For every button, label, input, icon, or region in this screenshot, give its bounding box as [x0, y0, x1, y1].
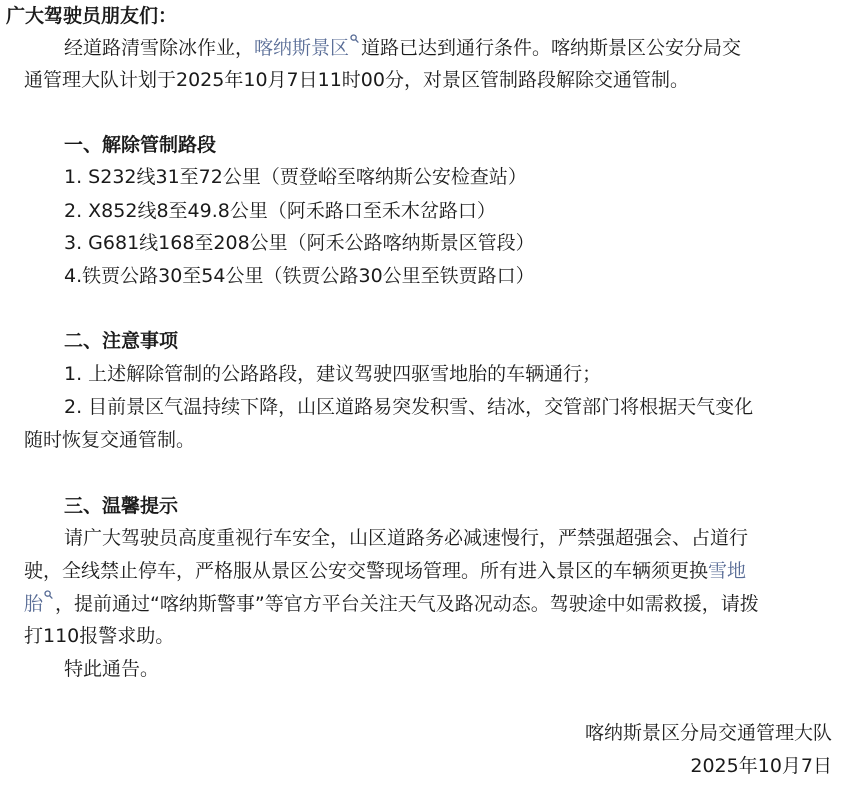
search-icon[interactable]	[44, 590, 53, 602]
intro-text-after-link: 道路已达到通行条件。喀纳斯景区公安分局交	[361, 37, 742, 59]
snow-tire-link-part-1[interactable]: 雪地	[708, 560, 747, 582]
tips-line-2	[24, 555, 746, 587]
intro-line-1	[64, 32, 741, 64]
section-1-title: 一、解除管制路段	[64, 134, 217, 156]
road-item-4: 4.铁贾公路30至54公里（铁贾公路30公里至铁贾路口）	[64, 265, 535, 287]
tips-line-3	[24, 588, 759, 620]
tips-line-1: 请广大驾驶员高度重视行车安全，山区道路务必减速慢行，严禁强超强会、占道行	[64, 527, 749, 549]
signature-date: 2025年10月7日	[690, 755, 832, 777]
tips-text-before-link: 驶，全线禁止停车，严格服从景区公安交警现场管理。所有进入景区的车辆须更换	[24, 560, 709, 582]
caution-item-2-line-2: 随时恢复交通管制。	[24, 429, 196, 451]
tips-line-4: 打110报警求助。	[24, 625, 175, 647]
snow-tire-link-part-2[interactable]: 胎	[24, 593, 44, 615]
intro-line-2: 通管理大队计划于2025年10月7日11时00分，对景区管制路段解除交通管制。	[24, 69, 689, 91]
road-item-3: 3. G681线168至208公里（阿禾公路喀纳斯景区管段）	[64, 232, 535, 254]
intro-text-before-link: 经道路清雪除冰作业，	[64, 37, 255, 59]
signature-organization: 喀纳斯景区分局交通管理大队	[584, 722, 832, 744]
kanas-scenic-link[interactable]: 喀纳斯景区	[254, 37, 350, 59]
road-item-1: 1. S232线31至72公里（贾登峪至喀纳斯公安检查站）	[64, 166, 527, 188]
closing-text: 特此通告。	[64, 658, 160, 680]
search-icon[interactable]	[350, 34, 359, 46]
greeting: 广大驾驶员朋友们：	[6, 5, 178, 27]
road-item-2: 2. X852线8至49.8公里（阿禾路口至禾木岔路口）	[64, 200, 496, 222]
caution-item-2-line-1: 2. 目前景区气温持续下降，山区道路易突发积雪、结冰，交管部门将根据天气变化	[64, 396, 754, 418]
section-3-title: 三、温馨提示	[64, 495, 179, 517]
tips-text-after-link: ，提前通过“喀纳斯警事”等官方平台关注天气及路况动态。驾驶途中如需救援，请拨	[55, 593, 759, 615]
section-2-title: 二、注意事项	[64, 330, 179, 352]
caution-item-1: 1. 上述解除管制的公路路段，建议驾驶四驱雪地胎的车辆通行；	[64, 363, 602, 385]
